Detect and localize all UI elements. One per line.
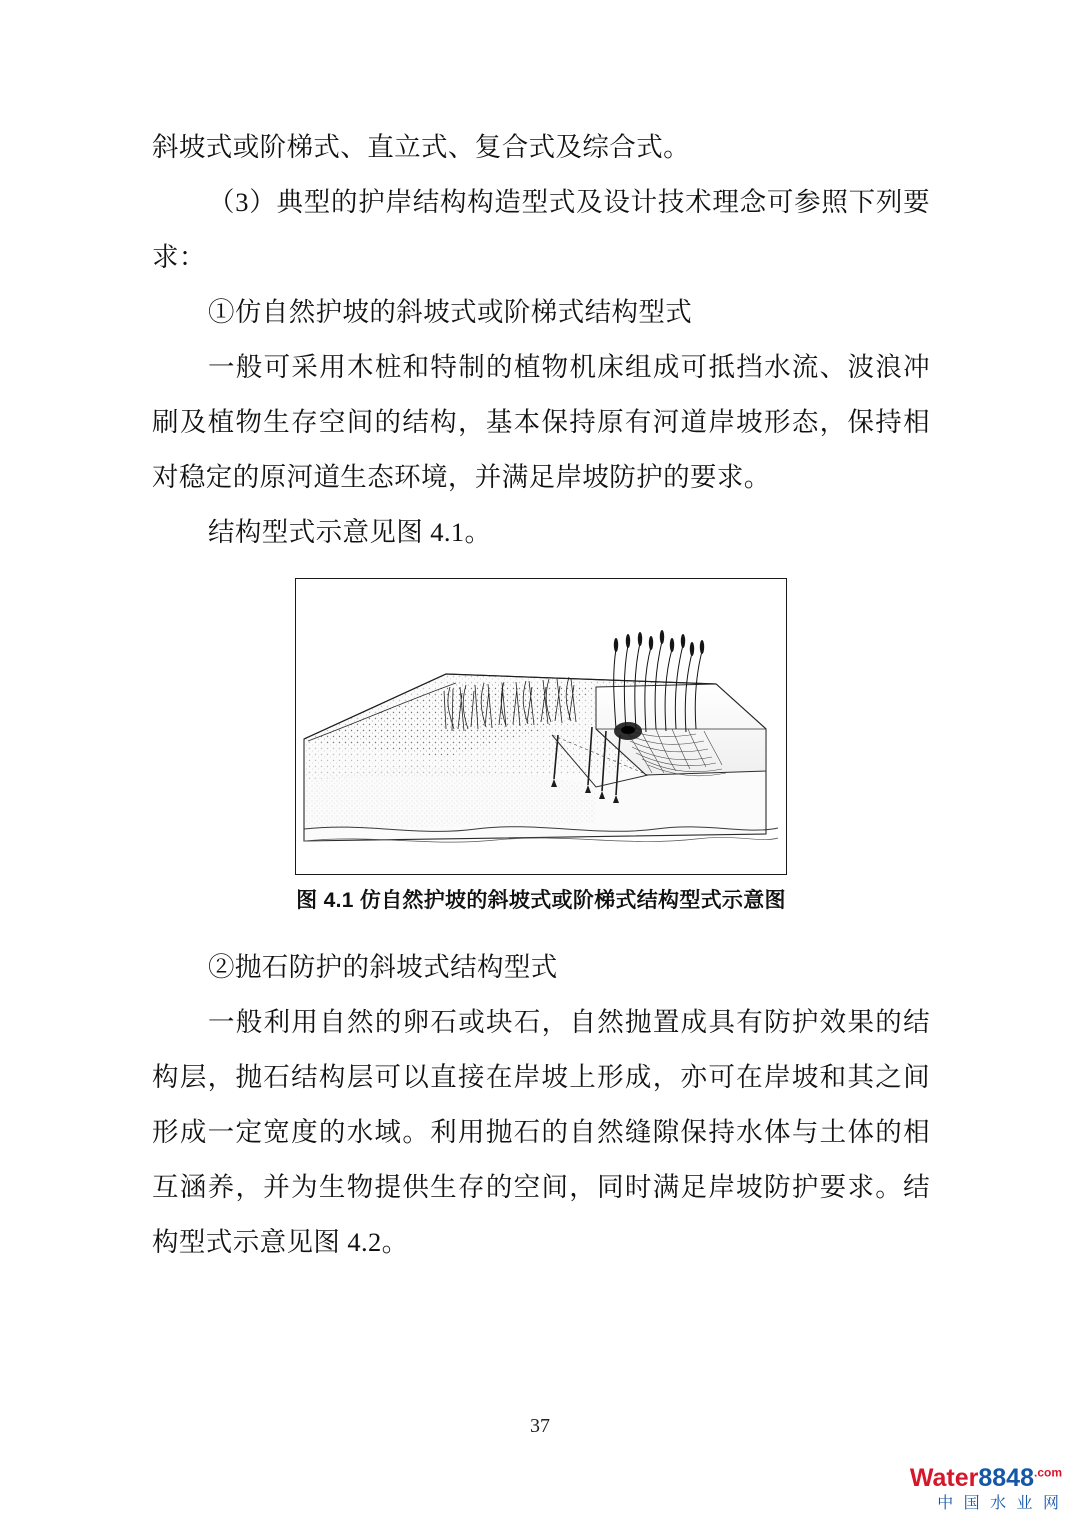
paragraph-3: ①仿自然护坡的斜坡式或阶梯式结构型式 xyxy=(208,297,693,327)
figure-4-1 xyxy=(152,578,930,914)
watermark-brand-water: Water xyxy=(909,1463,979,1492)
watermark xyxy=(910,1464,1062,1513)
watermark-brand xyxy=(910,1464,1062,1493)
paragraph-6: ②抛石防护的斜坡式结构型式 xyxy=(208,952,558,982)
paragraph-5: 结构型式示意见图 4.1。 xyxy=(208,517,492,547)
paragraph-2: （3）典型的护岸结构构造型式及设计技术理念可参照下列要求： xyxy=(152,187,930,272)
page-content xyxy=(152,120,930,1270)
paragraph-7: 一般利用自然的卵石或块石，自然抛置成具有防护效果的结构层，抛石结构层可以直接在岸坡上形成，亦可在岸坡和其之间形成一定宽度的水域。利用抛石的自然缝隙保持水体与土体的相互涵养，并为生物提供生存的空间，同时满足岸坡防护要求。结构型式示意见图 4.2。 xyxy=(152,1007,930,1257)
figure-caption: 图 4.1 仿自然护坡的斜坡式或阶梯式结构型式示意图 xyxy=(296,889,786,912)
paragraph-1: 斜坡式或阶梯式、直立式、复合式及综合式。 xyxy=(152,132,690,162)
figure-image-frame xyxy=(295,578,787,875)
page-number: 37 xyxy=(530,1415,550,1437)
paragraph-4: 一般可采用木桩和特制的植物机床组成可抵挡水流、波浪冲刷及植物生存空间的结构，基本保持原有河道岸坡形态，保持相对稳定的原河道生态环境，并满足岸坡防护的要求。 xyxy=(152,352,930,492)
watermark-brand-number: 8848 xyxy=(978,1463,1034,1492)
watermark-subtitle: 中 国 水 业 网 xyxy=(937,1494,1062,1512)
watermark-brand-suffix: .com xyxy=(1033,1465,1062,1480)
riverbank-slope-structure-illustration xyxy=(296,579,786,874)
